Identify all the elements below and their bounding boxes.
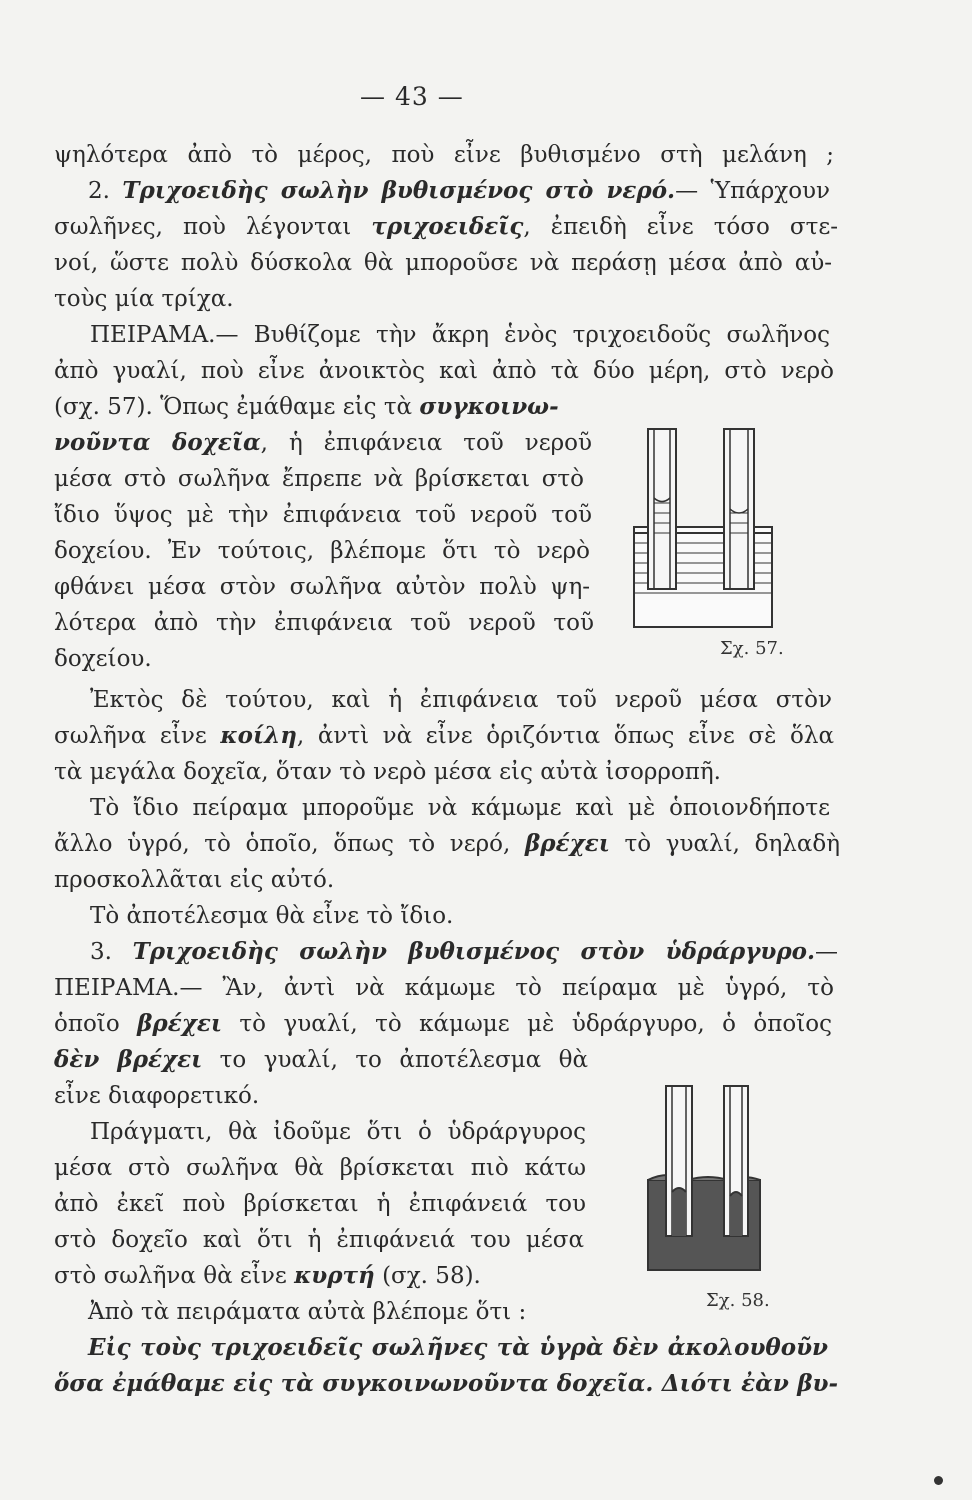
text-line — [54, 973, 834, 1003]
text-run: τὸ γυαλί, δηλαδὴ — [609, 831, 840, 857]
text-line — [54, 1045, 588, 1075]
text-run: μέσα στὸ σωλῆνα θὰ βρίσκεται πιὸ κάτω — [54, 1155, 586, 1181]
text-run: 2. — [88, 178, 123, 204]
text-run: (σχ. 58). — [374, 1263, 481, 1289]
text-line — [54, 536, 590, 566]
text-run: Ἀπὸ τὰ πειράματα αὐτὰ βλέπομε ὅτι : — [88, 1299, 527, 1325]
text-line — [54, 248, 832, 278]
text-run: σωλῆνες, ποὺ λέγονται — [54, 214, 372, 240]
text-run: προσκολλᾶται εἰς αὐτό. — [54, 867, 335, 893]
text-line — [54, 757, 721, 787]
text-line — [54, 500, 592, 530]
text-line — [54, 464, 584, 494]
emphasis-text: Τριχοειδὴς σωλὴν βυθισμένος στὸν ὑδράργυρο. — [132, 938, 815, 965]
text-run: στὸ δοχεῖο καὶ ὅτι ἡ ἐπιφάνειά του μέσα — [54, 1227, 584, 1253]
text-line — [88, 1333, 828, 1363]
text-line — [90, 685, 832, 715]
text-run: — — [815, 939, 838, 965]
emphasis-text: βρέχει — [137, 1010, 222, 1037]
text-run: ΠΕΙΡΑΜΑ.— Βυθίζομε τὴν ἄκρη ἑνὸς τριχοειδοῦς σωλῆνος — [90, 322, 830, 348]
text-run: ΠΕΙΡΑΜΑ.— Ἂν, ἀντὶ νὰ κάμωμε τὸ πείραμα μὲ ὑγρό, τὸ — [54, 975, 834, 1001]
text-line — [54, 1369, 838, 1399]
text-line — [54, 572, 590, 602]
text-line — [90, 320, 830, 350]
text-line — [88, 176, 830, 206]
emphasis-text: συγκοινω- — [419, 393, 559, 420]
text-run: στὸ σωλῆνα θὰ εἶνε — [54, 1263, 295, 1289]
text-line — [54, 865, 334, 895]
text-run: ἴδιο ὕψος μὲ τὴν ἐπιφάνεια τοῦ νεροῦ τοῦ — [54, 502, 592, 528]
page-number: — 43 — — [360, 82, 464, 111]
emphasis-text: κοίλη — [220, 722, 297, 749]
text-run: Τὸ ἀποτέλεσμα θὰ εἶνε τὸ ἴδιο. — [90, 903, 454, 929]
text-line — [54, 721, 834, 751]
text-run: ὁποῖο — [54, 1011, 138, 1037]
text-line — [54, 392, 559, 422]
text-line — [90, 793, 830, 823]
figure-57-caption: Σχ. 57. — [720, 638, 784, 659]
text-line — [54, 428, 592, 458]
text-line — [54, 140, 834, 170]
text-line — [90, 901, 453, 931]
text-line — [54, 212, 838, 242]
page-mark — [934, 1476, 943, 1485]
text-line — [54, 1081, 259, 1111]
text-run: , ἐπειδὴ εἶνε τόσο στε- — [523, 214, 839, 240]
text-run: τὸ γυαλί, τὸ κάμωμε μὲ ὑδράργυρο, ὁ ὁποῖος — [221, 1011, 832, 1037]
text-run: εἶνε διαφορετικό. — [54, 1083, 260, 1109]
text-run: δοχείου. — [54, 646, 152, 672]
text-run: — Ὑπάρχουν — [675, 178, 831, 204]
text-line — [54, 1153, 586, 1183]
text-line — [90, 1117, 586, 1147]
text-line — [90, 937, 838, 967]
text-run: ἀπὸ γυαλί, ποὺ εἶνε ἀνοικτὸς καὶ ἀπὸ τὰ δύο μέρη, στὸ νερὸ — [54, 358, 834, 384]
text-line — [54, 284, 234, 314]
emphasis-text: Εἰς τοὺς τριχοειδεῖς σωλῆνες τὰ ὑγρὰ δὲν ἀκολουθοῦν — [88, 1334, 828, 1361]
text-run: φθάνει μέσα στὸν σωλῆνα αὐτὸν πολὺ ψη- — [54, 574, 590, 600]
text-run: τοὺς μία τρίχα. — [54, 286, 234, 312]
text-line — [54, 608, 594, 638]
emphasis-text: βρέχει — [525, 830, 610, 857]
text-run: Ἐκτὸς δὲ τούτου, καὶ ἡ ἐπιφάνεια τοῦ νεροῦ μέσα στὸν — [90, 687, 832, 713]
text-run: τὰ μεγάλα δοχεῖα, ὅταν τὸ νερὸ μέσα εἰς αὐτὰ ἰσορροπῆ. — [54, 759, 721, 785]
text-line — [54, 356, 834, 386]
text-line — [54, 1225, 584, 1255]
text-run: , ἡ ἐπιφάνεια τοῦ νεροῦ — [260, 430, 592, 456]
text-run: σωλῆνα εἶνε — [54, 723, 221, 749]
text-run: Τὸ ἴδιο πείραμα μποροῦμε νὰ κάμωμε καὶ μὲ ὁποιονδήποτε — [90, 795, 830, 821]
emphasis-text: κυρτή — [294, 1262, 375, 1289]
text-run: , ἀντὶ νὰ εἶνε ὁριζόντια ὅπως εἶνε σὲ ὅλα — [296, 723, 834, 749]
figure-58-caption: Σχ. 58. — [706, 1290, 770, 1311]
text-run: ἀπὸ ἐκεῖ ποὺ βρίσκεται ἡ ἐπιφάνειά του — [54, 1191, 586, 1217]
text-line — [54, 1189, 586, 1219]
text-run: νοί, ὥστε πολὺ δύσκολα θὰ μποροῦσε νὰ περάσῃ μέσα ἀπὸ αὐ- — [54, 250, 832, 276]
emphasis-text: τριχοειδεῖς — [371, 213, 524, 240]
text-run: ψηλότερα ἀπὸ τὸ μέρος, ποὺ εἶνε βυθισμένο στὴ μελάνη ; — [54, 142, 834, 168]
text-run: μέσα στὸ σωλῆνα ἔπρεπε νὰ βρίσκεται στὸ — [54, 466, 584, 492]
text-line — [88, 1297, 526, 1327]
text-run: 3. — [90, 939, 133, 965]
figure-58-capillary-mercury — [638, 1082, 768, 1277]
emphasis-text: Τριχοειδὴς σωλὴν βυθισμένος στὸ νερό. — [122, 177, 676, 204]
text-run: (σχ. 57). Ὅπως ἐμάθαμε εἰς τὰ — [54, 394, 420, 420]
text-run: λότερα ἀπὸ τὴν ἐπιφάνεια τοῦ νεροῦ τοῦ — [54, 610, 594, 636]
text-run: Πράγματι, θὰ ἰδοῦμε ὅτι ὁ ὑδράργυρος — [90, 1119, 586, 1145]
figure-57-capillary-water — [628, 425, 778, 640]
text-run: το γυαλί, το ἀποτέλεσμα θὰ — [202, 1047, 588, 1073]
text-line — [54, 1261, 481, 1291]
text-run: δοχείου. Ἐν τούτοις, βλέπομε ὅτι τὸ νερὸ — [54, 538, 590, 564]
emphasis-text: νοῦντα δοχεῖα — [54, 429, 261, 456]
text-run: ἄλλο ὑγρό, τὸ ὁποῖο, ὅπως τὸ νερό, — [54, 831, 526, 857]
text-line — [54, 829, 840, 859]
emphasis-text: δὲν βρέχει — [54, 1046, 203, 1073]
text-line — [54, 644, 152, 674]
emphasis-text: ὅσα ἐμάθαμε εἰς τὰ συγκοινωνοῦντα δοχεῖα. Διότι ἐὰν βυ- — [54, 1370, 838, 1397]
text-line — [54, 1009, 832, 1039]
